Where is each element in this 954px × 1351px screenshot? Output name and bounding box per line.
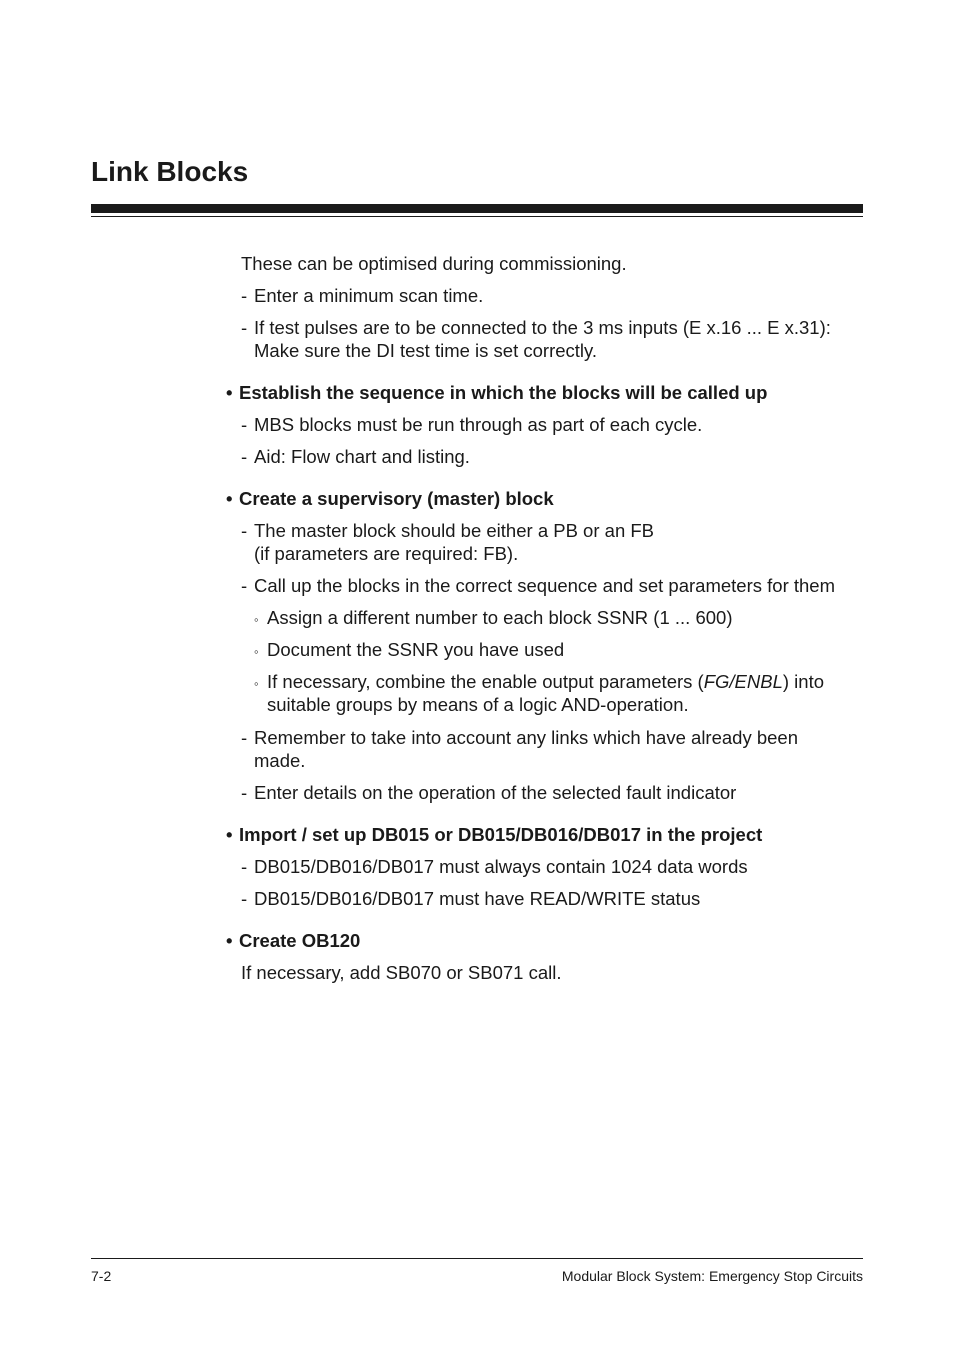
dash-marker: - [241,317,248,338]
section-heading-master: • Create a supervisory (master) block [226,488,554,509]
dash-marker: - [241,414,248,435]
list-item: - Remember to take into account any links which have already been [241,727,798,748]
bullet-marker: • [226,488,233,509]
bullet-marker: • [226,930,233,951]
section-heading-sequence: • Establish the sequence in which the blocks will be called up [226,382,768,403]
dash-marker: - [241,285,248,306]
title-rule-thin [91,216,863,217]
sub-marker: ◦ [254,676,259,691]
title-rule-thick [91,204,863,213]
dash-marker: - [241,782,248,803]
page-title: Link Blocks [91,156,249,187]
document-title: Modular Block System: Emergency Stop Circuits [561,1268,863,1284]
list-item: - MBS blocks must be run through as part of each cycle. [241,414,703,435]
sub-list-item: ◦ Assign a different number to each block SSNR (1 ... 600) [254,606,259,631]
list-item: - The master block should be either a PB or an FB [241,520,655,541]
list-item-continuation: made. [254,750,306,771]
list-item: - Aid: Flow chart and listing. [241,446,470,467]
dash-marker: - [241,856,248,877]
sub-marker: ◦ [254,644,259,659]
dash-marker: - [241,446,248,467]
dash-marker: - [241,575,248,596]
list-item: - Enter a minimum scan time. [241,285,484,306]
bullet-marker: • [226,382,233,403]
list-item: - DB015/DB016/DB017 must have READ/WRITE status [241,888,701,909]
sub-list-item: ◦ Document the SSNR you have used [254,638,259,663]
parameter-name: FG/ENBL [703,671,783,692]
sub-list-item-continuation: suitable groups by means of a logic AND-operation. [267,694,689,715]
page-number: 7-2 [91,1268,112,1284]
list-item: - Call up the blocks in the correct sequence and set parameters for them [241,575,835,596]
list-item: - Enter details on the operation of the selected fault indicator [241,782,737,803]
list-item: - If test pulses are to be connected to the 3 ms inputs (E x.16 ... E x.31): [241,317,831,338]
section-text: If necessary, add SB070 or SB071 call. [241,962,562,983]
dash-marker: - [241,727,248,748]
section-heading-ob120: • Create OB120 [226,930,361,951]
dash-marker: - [241,520,248,541]
footer-rule [91,1258,863,1259]
list-item-continuation: (if parameters are required: FB). [254,543,519,564]
bullet-marker: • [226,824,233,845]
sub-list-item: ◦ If necessary, combine the enable output parameters (FG/ENBL) into [254,670,259,695]
intro-lead: These can be optimised during commissioning. [241,253,627,274]
sub-marker: ◦ [254,612,259,627]
list-item: - DB015/DB016/DB017 must always contain 1024 data words [241,856,748,877]
section-heading-import: • Import / set up DB015 or DB015/DB016/DB017 in the project [226,824,763,845]
list-item-continuation: Make sure the DI test time is set correctly. [254,340,598,361]
dash-marker: - [241,888,248,909]
